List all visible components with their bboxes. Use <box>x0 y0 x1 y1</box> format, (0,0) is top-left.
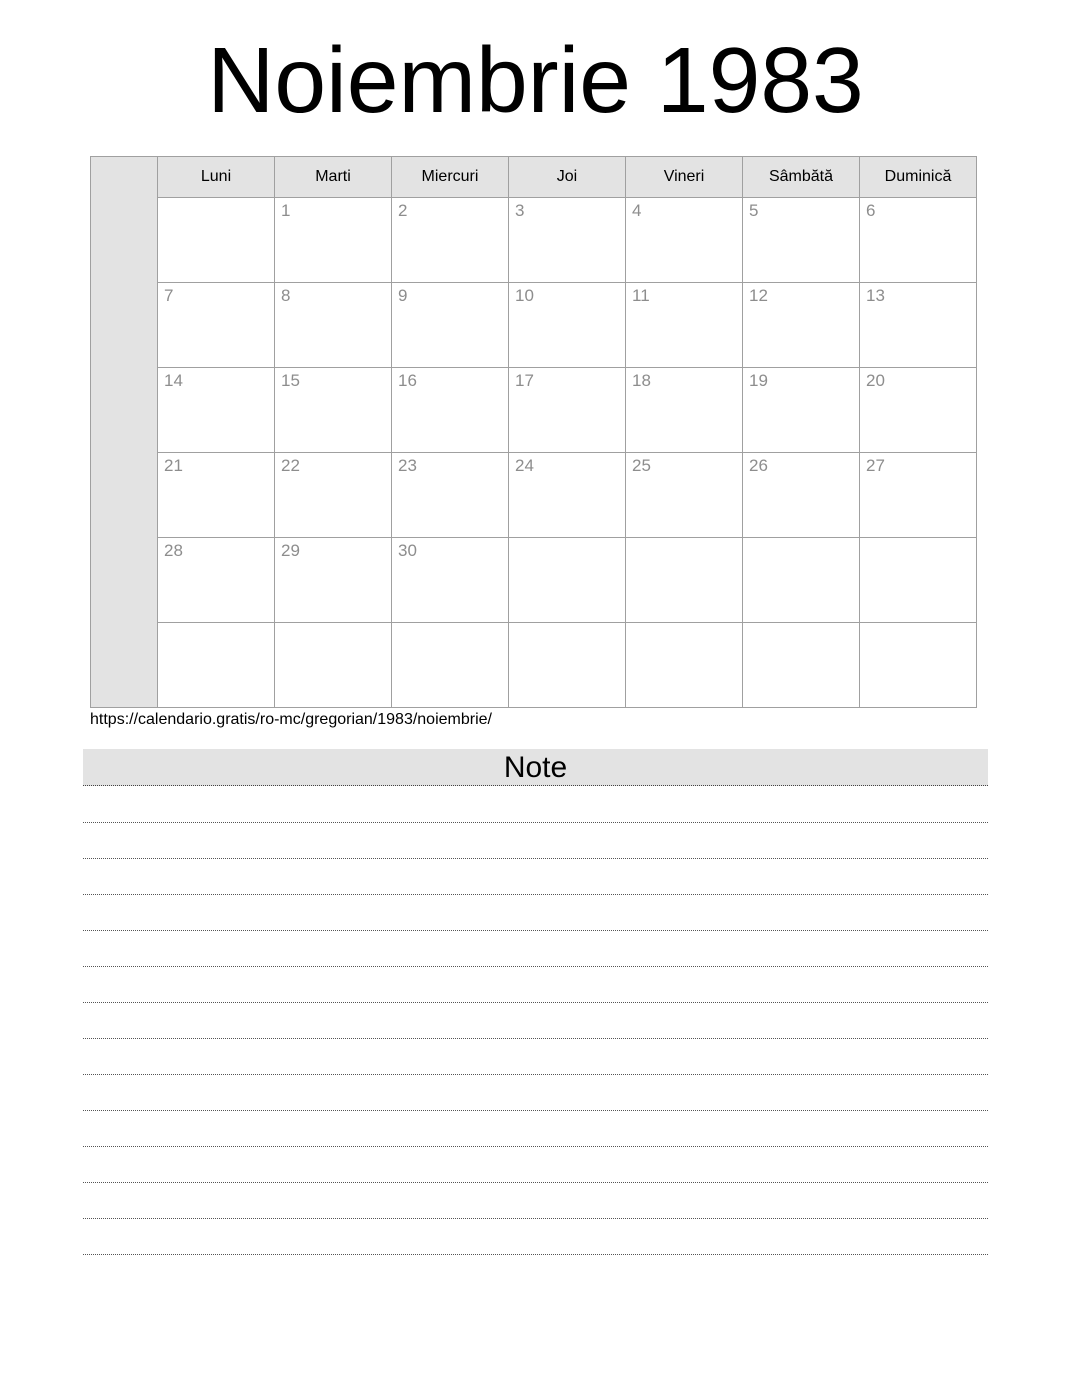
weekday-header: Miercuri <box>392 157 509 198</box>
day-number: 21 <box>164 456 183 475</box>
day-number: 10 <box>515 286 534 305</box>
day-number: 30 <box>398 541 417 560</box>
note-line <box>83 1003 988 1039</box>
week-row <box>91 368 977 453</box>
note-line <box>83 931 988 967</box>
day-cell <box>275 283 392 368</box>
day-number: 8 <box>281 286 291 305</box>
day-number: 16 <box>398 371 417 390</box>
day-cell <box>392 538 509 623</box>
day-number: 20 <box>866 371 885 390</box>
empty-day-cell <box>275 623 392 708</box>
empty-day-cell <box>626 623 743 708</box>
week-number-column <box>91 157 158 708</box>
note-line <box>83 1183 988 1219</box>
day-cell <box>509 453 626 538</box>
day-cell <box>509 198 626 283</box>
note-line <box>83 859 988 895</box>
day-number: 11 <box>632 286 650 305</box>
empty-day-cell <box>860 538 977 623</box>
day-cell <box>743 198 860 283</box>
day-cell <box>275 453 392 538</box>
day-number: 28 <box>164 541 183 560</box>
day-number: 22 <box>281 456 300 475</box>
day-cell <box>860 368 977 453</box>
empty-day-cell <box>509 538 626 623</box>
day-cell <box>158 283 275 368</box>
notes-title: Note <box>503 751 568 784</box>
day-number: 2 <box>398 201 408 220</box>
note-line <box>83 1147 988 1183</box>
note-line <box>83 1075 988 1111</box>
day-number: 3 <box>515 201 525 220</box>
notes-header-bar <box>83 749 988 786</box>
calendar-table <box>90 156 977 708</box>
day-number: 26 <box>749 456 768 475</box>
day-number: 5 <box>749 201 759 220</box>
day-cell <box>626 283 743 368</box>
day-cell <box>158 453 275 538</box>
note-line <box>83 895 988 931</box>
day-cell <box>860 453 977 538</box>
empty-day-cell <box>158 198 275 283</box>
weekday-header: Vineri <box>626 157 743 198</box>
day-cell <box>509 368 626 453</box>
day-cell <box>626 368 743 453</box>
note-line <box>83 823 988 859</box>
day-cell <box>509 283 626 368</box>
day-cell <box>392 453 509 538</box>
day-number: 19 <box>749 371 768 390</box>
day-cell <box>626 198 743 283</box>
weekday-header: Marti <box>275 157 392 198</box>
day-number: 4 <box>632 201 642 220</box>
day-cell <box>860 283 977 368</box>
note-line <box>83 1219 988 1255</box>
day-cell <box>860 198 977 283</box>
day-cell <box>392 198 509 283</box>
day-cell <box>275 198 392 283</box>
empty-day-cell <box>743 623 860 708</box>
day-number: 7 <box>164 286 174 305</box>
note-line <box>83 787 988 823</box>
day-number: 24 <box>515 456 534 475</box>
week-row <box>91 538 977 623</box>
weekday-header: Duminică <box>860 157 977 198</box>
day-number: 13 <box>866 286 885 305</box>
week-row <box>91 198 977 283</box>
day-number: 29 <box>281 541 300 560</box>
day-cell <box>275 538 392 623</box>
day-number: 23 <box>398 456 417 475</box>
day-number: 1 <box>281 201 291 220</box>
weekday-header-row <box>91 157 977 198</box>
empty-day-cell <box>860 623 977 708</box>
day-cell <box>743 453 860 538</box>
day-cell <box>158 368 275 453</box>
day-cell <box>743 368 860 453</box>
week-row <box>91 283 977 368</box>
day-cell <box>392 368 509 453</box>
day-number: 27 <box>866 456 885 475</box>
weekday-header: Joi <box>509 157 626 198</box>
day-number: 15 <box>281 371 300 390</box>
day-cell <box>743 283 860 368</box>
note-line <box>83 967 988 1003</box>
day-number: 9 <box>398 286 408 305</box>
empty-day-cell <box>509 623 626 708</box>
note-line <box>83 1111 988 1147</box>
day-number: 18 <box>632 371 651 390</box>
day-number: 25 <box>632 456 651 475</box>
day-number: 12 <box>749 286 768 305</box>
week-row <box>91 623 977 708</box>
page-title: Noiembrie 1983 <box>207 28 864 132</box>
week-row <box>91 453 977 538</box>
weekday-header: Luni <box>158 157 275 198</box>
day-number: 6 <box>866 201 876 220</box>
day-number: 14 <box>164 371 183 390</box>
day-cell <box>392 283 509 368</box>
weekday-header: Sâmbătă <box>743 157 860 198</box>
empty-day-cell <box>743 538 860 623</box>
empty-day-cell <box>158 623 275 708</box>
day-cell <box>626 453 743 538</box>
empty-day-cell <box>392 623 509 708</box>
notes-ruled-area <box>83 787 988 1255</box>
note-line <box>83 1039 988 1075</box>
day-cell <box>158 538 275 623</box>
source-url-text: https://calendario.gratis/ro-mc/gregorian/1983/noiembrie/ <box>90 711 492 728</box>
day-number: 17 <box>515 371 534 390</box>
day-cell <box>275 368 392 453</box>
empty-day-cell <box>626 538 743 623</box>
